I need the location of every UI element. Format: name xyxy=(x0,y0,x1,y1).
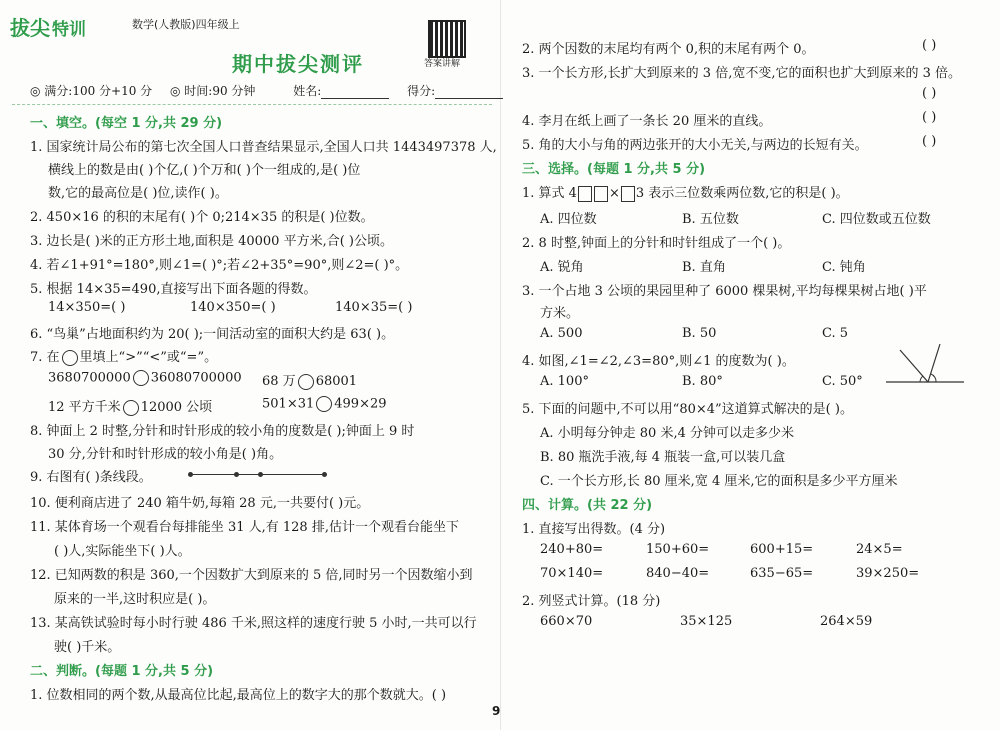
judge-1: 1. 位数相同的两个数,从最高位比起,最高位上的数字大的那个数就大。( ) xyxy=(30,688,447,703)
compare-circle-icon xyxy=(62,350,78,366)
time-info: ◎ 时间:90 分钟 xyxy=(170,84,256,98)
judge-3-answer[interactable]: ( ) xyxy=(922,86,937,101)
choice-5-option-b[interactable]: B. 80 瓶洗手液,每 4 瓶装一盒,可以装几盒 xyxy=(540,450,786,465)
judge-5-answer[interactable]: ( ) xyxy=(922,134,937,149)
question-11: 11. 某体育场一个观看台每排能坐 31 人,有 128 排,估计一个观看台能坐下 xyxy=(30,520,459,535)
name-field[interactable] xyxy=(321,86,389,99)
calc-item[interactable]: 600+15= xyxy=(750,542,814,557)
question-5a: 14×350=( ) xyxy=(48,300,126,315)
calc-1: 1. 直接写出得数。(4 分) xyxy=(522,522,666,537)
calc-item[interactable]: 24×5= xyxy=(856,542,903,557)
choice-3-option-a[interactable]: A. 500 xyxy=(540,326,583,341)
choice-5: 5. 下面的问题中,不可以用“80×4”这道算式解决的是( )。 xyxy=(522,402,853,417)
choice-1-option-a[interactable]: A. 四位数 xyxy=(540,212,597,227)
question-2: 2. 450×16 的积的末尾有( )个 0;214×35 的积是( )位数。 xyxy=(30,210,374,225)
qr-code-icon[interactable] xyxy=(428,20,466,58)
compare-item-1: 3680700000 36080700000 xyxy=(48,370,242,386)
score-label: 得分: xyxy=(407,84,436,98)
calc-item[interactable]: 635−65= xyxy=(750,566,814,581)
choice-1-option-b[interactable]: B. 五位数 xyxy=(682,212,739,227)
question-5c: 140×35=( ) xyxy=(335,300,413,315)
question-10: 10. 便利商店进了 240 箱牛奶,每箱 28 元,一共要付( )元。 xyxy=(30,496,370,511)
vertical-calc-item[interactable]: 264×59 xyxy=(820,614,873,629)
answer-circle[interactable] xyxy=(316,396,332,412)
question-1-line3: 数,它的最高位是( )位,读作( )。 xyxy=(48,186,228,201)
calc-2: 2. 列竖式计算。(18 分) xyxy=(522,594,661,609)
section-choice: 三、选择。(每题 1 分,共 5 分) xyxy=(522,162,706,177)
choice-4: 4. 如图,∠1=∠2,∠3=80°,则∠1 的度数为( )。 xyxy=(522,354,795,369)
compare-item-4: 501×31 499×29 xyxy=(262,396,387,412)
vertical-calc-item[interactable]: 660×70 xyxy=(540,614,593,629)
answer-circle[interactable] xyxy=(298,374,314,390)
exam-meta xyxy=(30,82,517,99)
judge-2-answer[interactable]: ( ) xyxy=(922,38,937,53)
question-1-line2: 横线上的数是由( )个亿,( )个万和( )个一组成的,是( )位 xyxy=(48,163,361,178)
digit-box xyxy=(578,186,592,202)
section-calculation: 四、计算。(共 22 分) xyxy=(522,498,653,513)
divider-line xyxy=(12,104,492,105)
question-12: 12. 已知两数的积是 360,一个因数扩大到原来的 5 倍,同时另一个因数缩小到 xyxy=(30,568,473,583)
answer-circle[interactable] xyxy=(123,400,139,416)
calc-item[interactable]: 840−40= xyxy=(646,566,710,581)
judge-3: 3. 一个长方形,长扩大到原来的 3 倍,宽不变,它的面积也扩大到原来的 3 倍。 xyxy=(522,66,962,81)
judge-4-answer[interactable]: ( ) xyxy=(922,110,937,125)
digit-box xyxy=(621,186,635,202)
choice-2-option-a[interactable]: A. 锐角 xyxy=(540,260,584,275)
choice-4-option-a[interactable]: A. 100° xyxy=(540,374,589,389)
line-segment-figure xyxy=(190,474,325,475)
choice-2-option-b[interactable]: B. 直角 xyxy=(682,260,726,275)
score-info: ◎ 满分:100 分+10 分 xyxy=(30,84,153,98)
compare-item-3: 12 平方千米 12000 公顷 xyxy=(48,400,213,415)
question-11-line2: ( )人,实际能坐下( )人。 xyxy=(54,544,191,559)
choice-3-line2: 方米。 xyxy=(540,306,580,321)
calc-item[interactable]: 39×250= xyxy=(856,566,920,581)
page-number: 9 xyxy=(492,704,501,718)
choice-4-option-b[interactable]: B. 80° xyxy=(682,374,723,389)
choice-3: 3. 一个占地 3 公顷的果园里种了 6000 棵果树,平均每棵果树占地( )平 xyxy=(522,284,927,299)
question-7: 7. 在 里填上“>”“<”或“=”。 xyxy=(30,350,218,365)
choice-1-option-c[interactable]: C. 四位数或五位数 xyxy=(822,212,931,227)
question-5b: 140×350=( ) xyxy=(190,300,276,315)
judge-2: 2. 两个因数的末尾均有两个 0,积的末尾有两个 0。 xyxy=(522,42,815,57)
judge-4: 4. 李月在纸上画了一条长 20 厘米的直线。 xyxy=(522,114,772,129)
question-13: 13. 某高铁试验时每小时行驶 486 千米,照这样的速度行驶 5 小时,一共可以行 xyxy=(30,616,477,631)
choice-1: 1. 算式 4 × 3 表示三位数乘两位数,它的积是( )。 xyxy=(522,186,849,201)
score-field[interactable] xyxy=(435,86,503,99)
vertical-calc-item[interactable]: 35×125 xyxy=(680,614,733,629)
judge-5: 5. 角的大小与角的两边张开的大小无关,与两边的长短有关。 xyxy=(522,138,868,153)
question-3: 3. 边长是( )米的正方形土地,面积是 40000 平方米,合( )公顷。 xyxy=(30,234,393,249)
question-12-line2: 原来的一半,这时积应是( )。 xyxy=(54,592,216,607)
choice-3-option-b[interactable]: B. 50 xyxy=(682,326,717,341)
calc-item[interactable]: 70×140= xyxy=(540,566,604,581)
angle-figure xyxy=(884,340,966,388)
name-label: 姓名: xyxy=(293,84,322,98)
subject-label: 数学(人教版)四年级上 xyxy=(132,18,240,31)
section-judgement: 二、判断。(每题 1 分,共 5 分) xyxy=(30,664,214,679)
choice-4-option-c[interactable]: C. 50° xyxy=(822,374,863,389)
qr-label: 答案讲解 xyxy=(424,59,461,69)
digit-box xyxy=(594,186,608,202)
question-8-line2: 30 分,分针和时针形成的较小角是( )角。 xyxy=(48,447,283,462)
calc-item[interactable]: 240+80= xyxy=(540,542,604,557)
compare-item-2: 68 万 68001 xyxy=(262,374,358,389)
choice-2-option-c[interactable]: C. 钝角 xyxy=(822,260,866,275)
question-8: 8. 钟面上 2 时整,分针和时针形成的较小角的度数是( );钟面上 9 时 xyxy=(30,424,415,439)
question-1: 1. 国家统计局公布的第七次全国人口普查结果显示,全国人口共 1443497378 人, xyxy=(30,140,497,155)
choice-3-option-c[interactable]: C. 5 xyxy=(822,326,849,341)
question-4: 4. 若∠1+91°=180°,则∠1=( )°;若∠2+35°=90°,则∠2=( )°。 xyxy=(30,258,409,273)
answer-circle[interactable] xyxy=(133,370,149,386)
calc-item[interactable]: 150+60= xyxy=(646,542,710,557)
question-13-line2: 驶( )千米。 xyxy=(54,640,121,655)
brand-logo: 拔尖 特训 xyxy=(10,16,86,40)
section-fill-in: 一、填空。(每空 1 分,共 29 分) xyxy=(30,116,223,131)
page-title: 期中拔尖测评 xyxy=(232,52,364,76)
question-9: 9. 右图有( )条线段。 xyxy=(30,470,152,485)
page-divider xyxy=(500,0,501,730)
choice-5-option-c[interactable]: C. 一个长方形,长 80 厘米,宽 4 厘米,它的面积是多少平方厘米 xyxy=(540,474,898,489)
choice-2: 2. 8 时整,钟面上的分针和时针组成了一个( )。 xyxy=(522,236,791,251)
question-6: 6. “鸟巢”占地面积约为 20( );一间活动室的面积大约是 63( )。 xyxy=(30,327,395,342)
question-5: 5. 根据 14×35=490,直接写出下面各题的得数。 xyxy=(30,282,317,297)
choice-5-option-a[interactable]: A. 小明每分钟走 80 米,4 分钟可以走多少米 xyxy=(540,426,794,441)
